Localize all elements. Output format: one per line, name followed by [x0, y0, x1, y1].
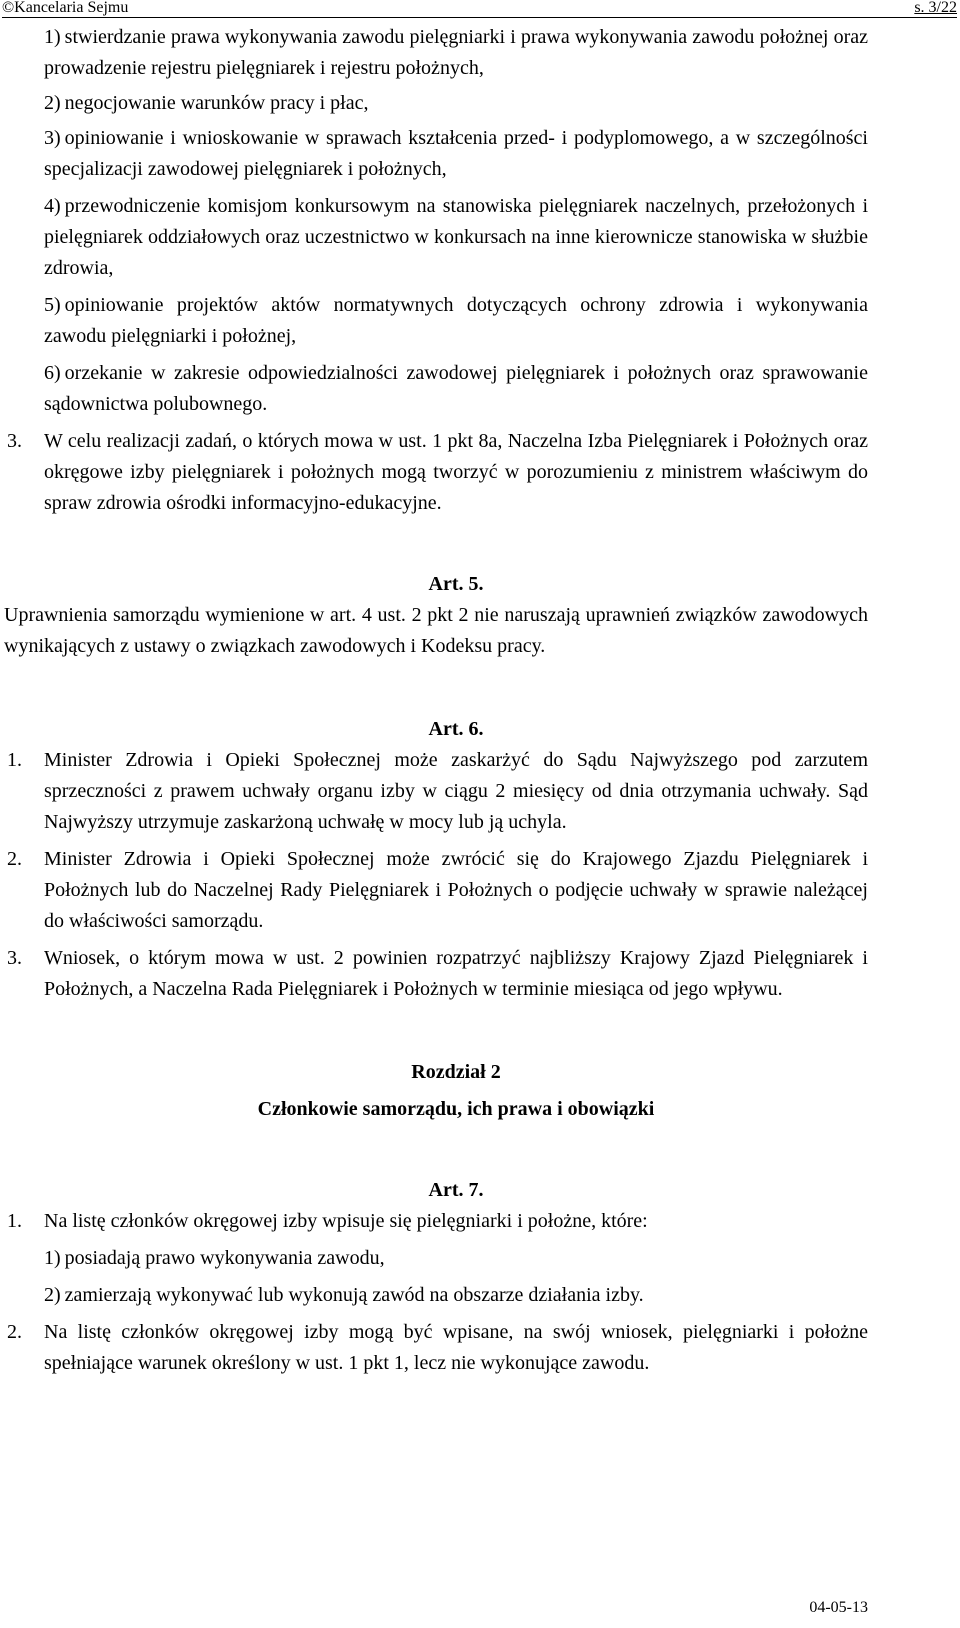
chapter-subtitle: Członkowie samorządu, ich prawa i obowiązki	[257, 1098, 655, 1120]
header-publisher: ©Kancelaria Sejmu	[2, 0, 129, 16]
art6-ust1: 1. Minister Zdrowia i Opieki Społecznej może zaskarżyć do Sądu Najwyższego pod zarzutem sprzeczności z prawem uchwały organu izby w ciągu 2 miesięcy od dnia otrzymania uchwały. Sąd Najwyższy utrzymuje zaskarżoną uchwałę w mocy lub ją uchyla.	[7, 749, 868, 833]
art7-point: 1) posiadają prawo wykonywania zawodu,	[44, 1247, 385, 1269]
list-item: 5) opiniowanie projektów aktów normatywnych dotyczących ochrony zdrowia i wykonywania zawodu pielęgniarki i położnej,	[44, 294, 868, 347]
art5-text: Uprawnienia samorządu wymienione w art. 4 ust. 2 pkt 2 nie naruszają uprawnień związków zawodowych wynikających z ustawy o związkach zawodowych i Kodeksu pracy.	[4, 604, 868, 657]
document-body	[0, 20, 960, 1379]
art7-point: 2) zamierzają wykonywać lub wykonują zawód na obszarze działania izby.	[44, 1284, 644, 1306]
art4-ust3: 3. W celu realizacji zadań, o których mowa w ust. 1 pkt 8a, Naczelna Izba Pielęgniarek i Położnych oraz okręgowe izby pielęgniarek i położnych mogą tworzyć w porozumieniu z ministrem właściwym do spraw zdrowia ośrodki informacyjno-edukacyjne.	[7, 430, 868, 514]
list-item: 6) orzekanie w zakresie odpowiedzialności zawodowej pielęgniarek i położnych oraz sprawowanie sądownictwa polubownego.	[44, 362, 868, 415]
header-rule	[2, 17, 957, 18]
header-page-number: s. 3/22	[914, 0, 957, 16]
art7-title: Art. 7.	[428, 1179, 484, 1201]
art5-title: Art. 5.	[428, 573, 484, 595]
footer-date: 04-05-13	[809, 1599, 868, 1616]
page-header	[0, 0, 960, 18]
art6-ust3: 3. Wniosek, o którym mowa w ust. 2 powinien rozpatrzyć najbliższy Krajowy Zjazd Pielęgniarek i Położnych, a Naczelna Rada Pielęgniarek i Położnych w terminie miesiąca od jego wpływu.	[7, 947, 868, 1000]
list-item: 4) przewodniczenie komisjom konkursowym na stanowiska pielęgniarek naczelnych, przełożonych i pielęgniarek oddziałowych oraz uczestnictwo w konkursach na inne kierownicze stanowiska w służbie zdrowia,	[44, 195, 868, 279]
chapter-title: Rozdział 2	[411, 1061, 501, 1083]
list-item: 1) stwierdzanie prawa wykonywania zawodu pielęgniarki i prawa wykonywania zawodu położnej oraz prowadzenie rejestru pielęgniarek i rejestru położnych,	[44, 26, 868, 79]
list-item: 2) negocjowanie warunków pracy i płac,	[44, 92, 369, 114]
list-item: 3) opiniowanie i wnioskowanie w sprawach kształcenia przed- i podyplomowego, a w szczególności specjalizacji zawodowej pielęgniarek i położnych,	[44, 127, 868, 180]
art6-ust2: 2. Minister Zdrowia i Opieki Społecznej może zwrócić się do Krajowego Zjazdu Pielęgniarek i Położnych lub do Naczelnej Rady Pielęgniarek i Położnych o podjęcie uchwały w sprawie należącej do właściwości samorządu.	[7, 848, 868, 932]
art6-title: Art. 6.	[428, 718, 484, 740]
art7-ust1: 1. Na listę członków okręgowej izby wpisuje się pielęgniarki i położne, które:	[7, 1210, 648, 1232]
art7-ust2: 2. Na listę członków okręgowej izby mogą być wpisane, na swój wniosek, pielęgniarki i położne spełniające warunek określony w ust. 1 pkt 1, lecz nie wykonujące zawodu.	[7, 1321, 868, 1374]
